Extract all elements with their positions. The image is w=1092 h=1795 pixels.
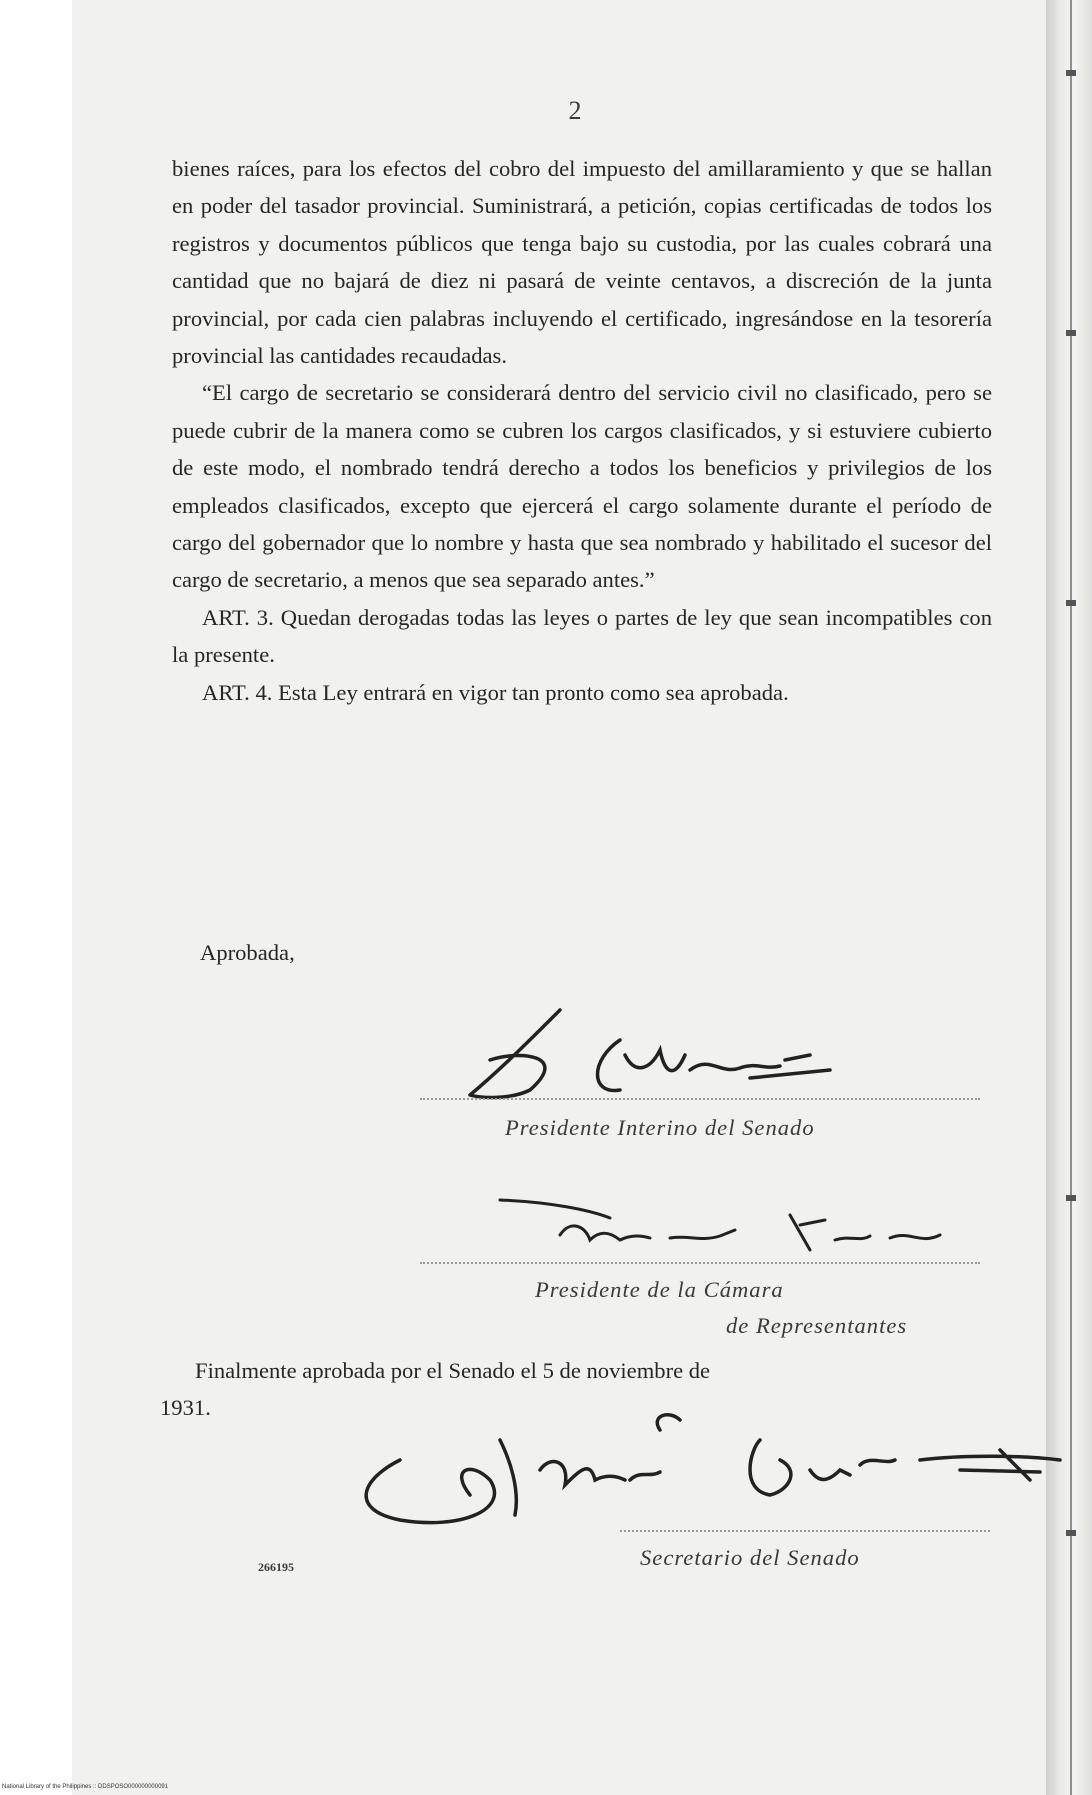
- senate-president-caption: Presidente Interino del Senado: [505, 1115, 815, 1140]
- signature-line: [420, 1098, 980, 1100]
- house-president-signature: [490, 1190, 1000, 1270]
- senate-secretary-signature: [340, 1400, 1080, 1540]
- article-3-label: ART. 3.: [202, 604, 274, 630]
- senate-secretary-caption: Secretario del Senado: [640, 1545, 860, 1570]
- article-3: [172, 599, 992, 674]
- signature-line: [420, 1262, 980, 1264]
- document-number: 266195: [258, 1560, 294, 1574]
- page-number: 2: [568, 96, 582, 125]
- house-president-caption-line2: de Representantes: [726, 1313, 908, 1338]
- house-president-caption-line1: Presidente de la Cámara: [535, 1277, 784, 1302]
- binding-mark: [1066, 70, 1076, 76]
- paragraph-continuation: bienes raíces, para los efectos del cobro del impuesto del amillaramiento y que se hallan en poder del tasador provincial. Suministrará, a petición, copias certificadas de todos los registros y documentos públicos que tenga bajo su custodia, por las cuales cobrará una cantidad que no bajará de diez ni pasará de veinte centavos, a discreción de la junta provincial, por cada cien palabras incluyendo el certificado, ingresándose en la tesorería provincial las cantidades recaudadas.: [172, 156, 992, 369]
- binding-mark: [1066, 600, 1076, 606]
- article-4: [172, 674, 992, 711]
- body-text: [172, 150, 992, 711]
- final-approval-line1: Finalmente aprobada por el Senado el 5 de noviembre de: [195, 1358, 711, 1383]
- article-3-text: Quedan derogadas todas las leyes o partes de ley que sean incompatibles con la presente.: [172, 604, 993, 668]
- article-4-text: Esta Ley entrará en vigor tan pronto como sea aprobada.: [278, 679, 789, 705]
- signature-line: [620, 1530, 990, 1532]
- senate-president-signature: [410, 1000, 970, 1110]
- article-4-label: ART. 4.: [202, 679, 273, 705]
- binding-mark: [1066, 1195, 1076, 1201]
- binding-mark: [1066, 330, 1076, 336]
- approved-label: Aprobada,: [200, 940, 295, 965]
- footer-credit: National Library of the Philippines :: DDSPOSO000000000091: [2, 1784, 169, 1790]
- final-approval-line2: 1931.: [160, 1395, 211, 1420]
- paragraph-secretary: “El cargo de secretario se considerará dentro del servicio civil no clasificado, pero se puede cubrir de la manera como se cubren los cargos clasificados, y si estuviere cubierto de este modo, el nombrado tendrá derecho a todos los beneficios y privilegios de los empleados clasificados, excepto que ejercerá el cargo solamente durante el período de cargo del gobernador que lo nombre y hasta que sea nombrado y habilitado el sucesor del cargo de secretario, a menos que sea separado antes.”: [172, 380, 992, 593]
